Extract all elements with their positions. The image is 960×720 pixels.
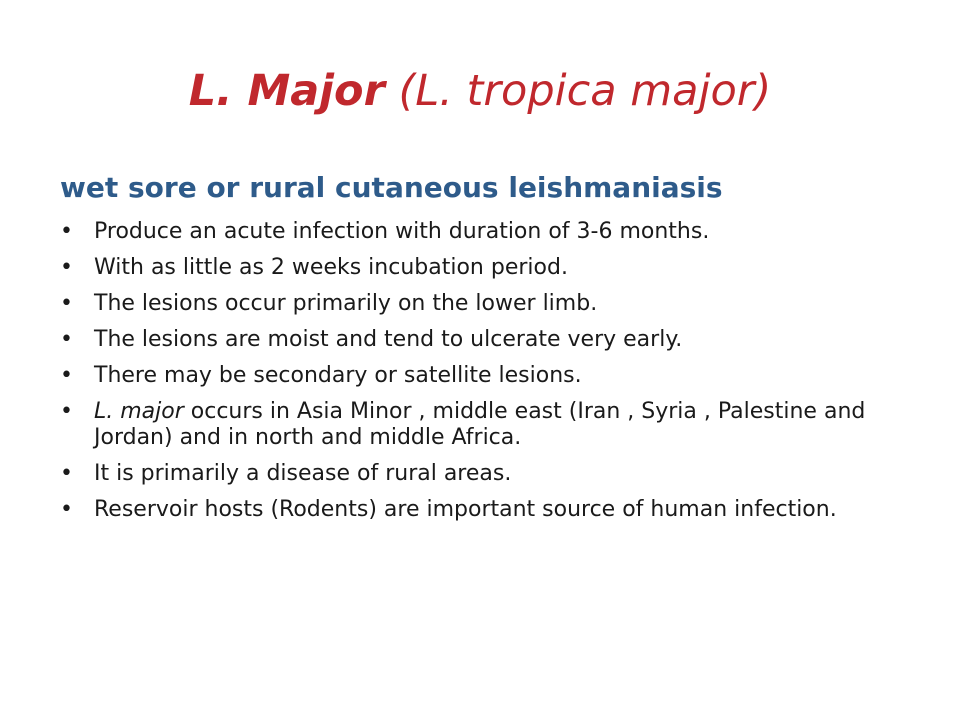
bullet-dot: • <box>60 291 73 316</box>
bullet-text: The lesions occur primarily on the lower limb. <box>94 291 598 316</box>
bullet-text: With as little as 2 weeks incubation period. <box>94 255 568 280</box>
title-synonym: (L. tropica major) <box>384 66 772 116</box>
title-species: L. Major <box>188 66 385 116</box>
bullet-text: occurs in Asia Minor , middle east (Iran , Syria , Palestine and Jordan) and in north and middle Africa. <box>94 399 866 450</box>
bullet-item <box>60 399 920 451</box>
bullet-text: Produce an acute infection with duration of 3-6 months. <box>94 219 710 244</box>
slide-title <box>0 62 960 120</box>
bullet-item <box>60 219 920 245</box>
bullet-text: The lesions are moist and tend to ulcerate very early. <box>94 327 683 352</box>
bullet-text: Reservoir hosts (Rodents) are important source of human infection. <box>94 497 837 522</box>
bullet-text: It is primarily a disease of rural areas. <box>94 461 512 486</box>
bullet-dot: • <box>60 255 73 280</box>
bullet-dot: • <box>60 327 73 352</box>
bullet-item <box>60 497 920 523</box>
bullet-text: There may be secondary or satellite lesions. <box>94 363 582 388</box>
bullet-item <box>60 291 920 317</box>
bullet-item <box>60 327 920 353</box>
slide-subtitle: wet sore or rural cutaneous leishmaniasis <box>60 171 723 204</box>
bullet-item <box>60 363 920 389</box>
bullet-list <box>60 219 920 533</box>
bullet-dot: • <box>60 363 73 388</box>
bullet-dot: • <box>60 461 73 486</box>
bullet-dot: • <box>60 219 73 244</box>
bullet-dot: • <box>60 497 73 522</box>
bullet-item <box>60 461 920 487</box>
bullet-dot: • <box>60 399 73 424</box>
species-name-italic: L. major <box>94 399 184 424</box>
bullet-item <box>60 255 920 281</box>
